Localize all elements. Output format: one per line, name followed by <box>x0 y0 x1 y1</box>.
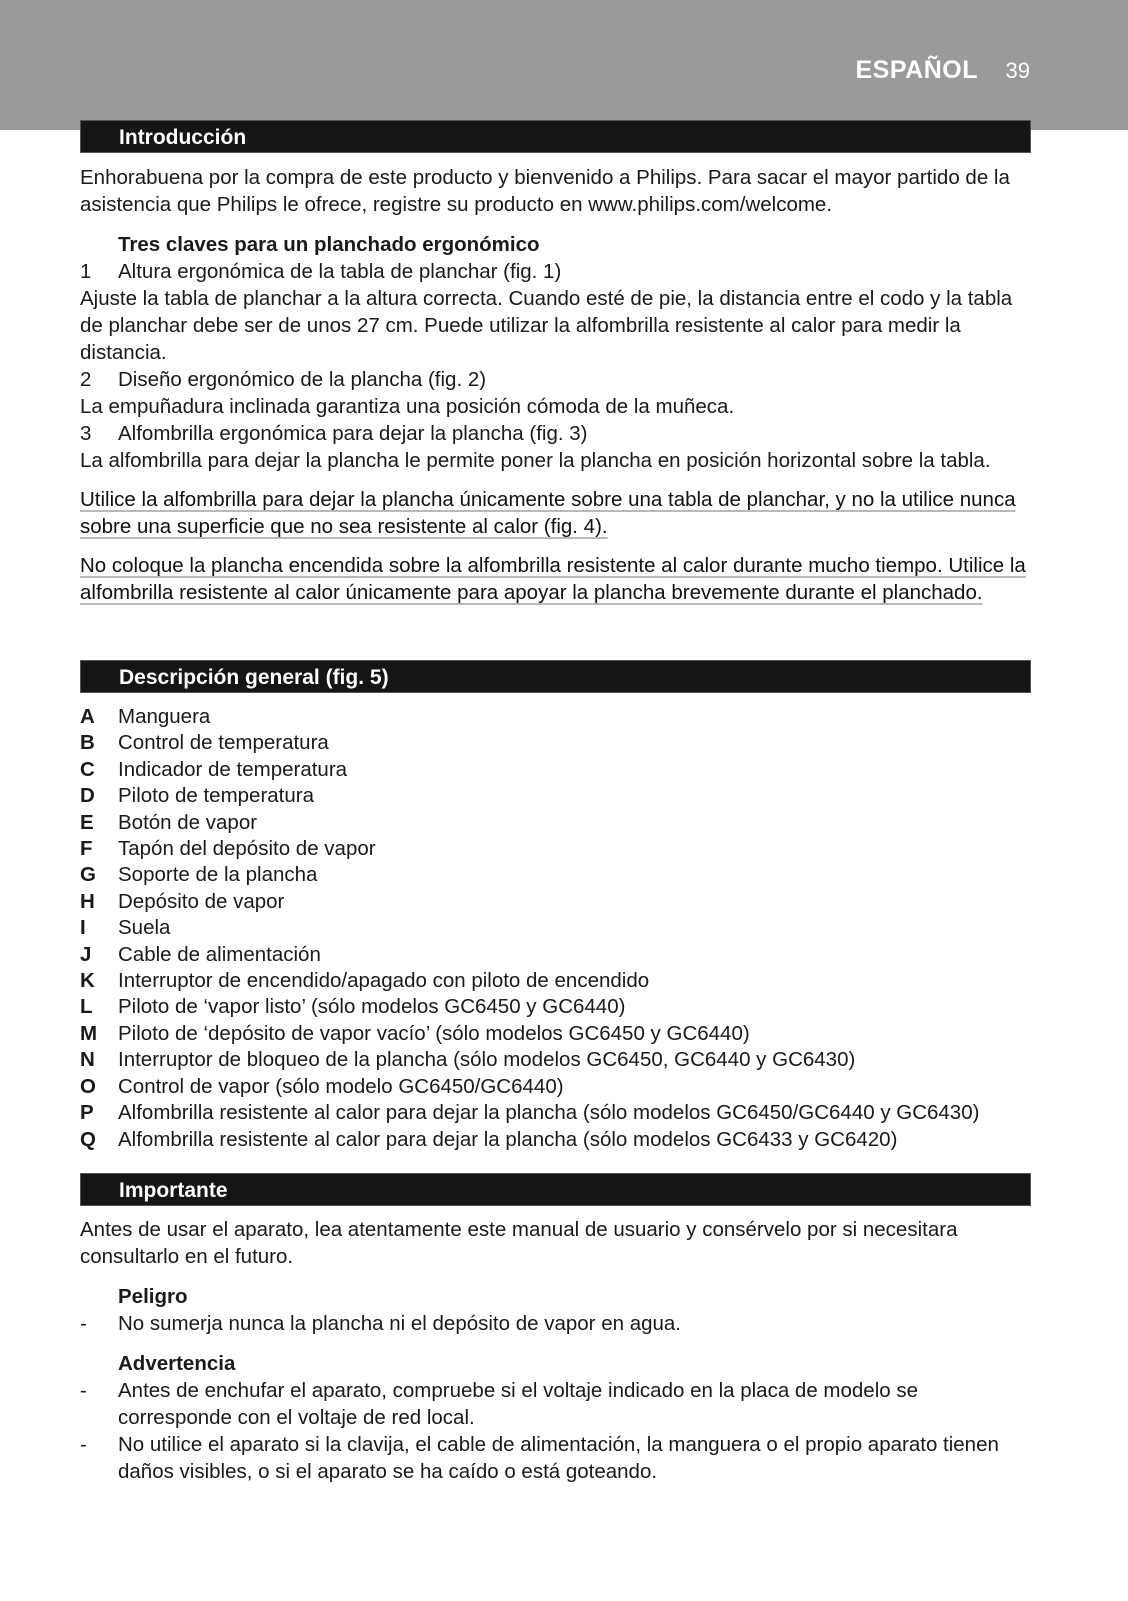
section-heading-descripcion-general: Descripción general (fig. 5) <box>80 660 1031 693</box>
intro-paragraph: Enhorabuena por la compra de este producto y bienvenido a Philips. Para sacar el mayor partido de la asistencia que Philips le ofrece, registre su producto en www.philips.com/welcome. <box>80 166 1010 216</box>
list-item: C Indicador de temperatura <box>80 757 348 781</box>
list-item: F Tapón del depósito de vapor <box>80 837 376 861</box>
list-item: P Alfombrilla resistente al calor para dejar la plancha (sólo modelos GC6450/GC6440 y GC6430) <box>80 1101 980 1125</box>
list-item: O Control de vapor (sólo modelo GC6450/GC6440) <box>80 1074 564 1098</box>
list-item: E Botón de vapor <box>80 810 258 834</box>
list-item: K Interruptor de encendido/apagado con piloto de encendido <box>80 969 650 993</box>
ergonomic-item-text: La alfombrilla para dejar la plancha le permite poner la plancha en posición horizontal sobre la tabla. <box>80 449 991 472</box>
ergonomic-item-title: 3 Alfombrilla ergonómica para dejar la plancha (fig. 3) <box>80 422 588 445</box>
warning-note-surface: Utilice la alfombrilla para dejar la plancha únicamente sobre una tabla de planchar, y no la utilice nunca sobre una superficie que no sea resistente al calor (fig. 4). <box>80 488 1016 538</box>
warning-heading: Advertencia <box>118 1352 236 1375</box>
section-heading-importante: Importante <box>80 1173 1031 1206</box>
ergonomic-subheading: Tres claves para un planchado ergonómico <box>118 233 540 256</box>
list-item: J Cable de alimentación <box>80 942 321 966</box>
danger-heading: Peligro <box>118 1285 188 1308</box>
page-number: 39 <box>1005 58 1030 83</box>
warning-item: - Antes de enchufar el aparato, compruebe si el voltaje indicado en la placa de modelo se corresponde con el voltaje de red local. <box>80 1379 919 1429</box>
list-item: D Piloto de temperatura <box>80 784 315 808</box>
list-item: G Soporte de la plancha <box>80 863 318 887</box>
warning-note-duration: No coloque la plancha encendida sobre la alfombrilla resistente al calor durante mucho tiempo. Utilice la alfombrilla resistente al calor únicamente para apoyar la plancha brevemente durante el planchado. <box>80 554 1026 604</box>
ergonomic-item-text: Ajuste la tabla de planchar a la altura correcta. Cuando esté de pie, la distancia entre el codo y la tabla de planchar debe ser de unos 27 cm. Puede utilizar la alfombrilla resistente al calor para medir la distancia. <box>80 287 1013 364</box>
list-item: I Suela <box>80 916 171 940</box>
important-paragraph: Antes de usar el aparato, lea atentamente este manual de usuario y consérvelo por si necesitara consultarlo en el futuro. <box>80 1218 958 1268</box>
list-item: A Manguera <box>80 705 211 728</box>
danger-item: - No sumerja nunca la plancha ni el depósito de vapor en agua. <box>80 1312 681 1335</box>
intro-section <box>80 164 1032 606</box>
parts-list <box>80 704 1040 1153</box>
ergonomic-item-title: 1 Altura ergonómica de la tabla de planchar (fig. 1) <box>80 260 562 283</box>
ergonomic-item-text: La empuñadura inclinada garantiza una posición cómoda de la muñeca. <box>80 395 735 418</box>
language-label: ESPAÑOL <box>855 56 978 84</box>
list-item: L Piloto de ‘vapor listo’ (sólo modelos GC6450 y GC6440) <box>80 995 626 1019</box>
list-item: B Control de temperatura <box>80 731 329 755</box>
ergonomic-item-title: 2 Diseño ergonómico de la plancha (fig. 2) <box>80 368 487 391</box>
list-item: N Interruptor de bloqueo de la plancha (sólo modelos GC6450, GC6440 y GC6430) <box>80 1048 856 1072</box>
section-heading-introduccion: Introducción <box>80 120 1031 153</box>
list-item: H Depósito de vapor <box>80 889 285 913</box>
list-item: Q Alfombrilla resistente al calor para dejar la plancha (sólo modelos GC6433 y GC6420) <box>80 1127 898 1151</box>
warning-item: - No utilice el aparato si la clavija, el cable de alimentación, la manguera o el propio aparato tienen daños visibles, o si el aparato se ha caído o está goteando. <box>80 1433 999 1483</box>
important-section <box>80 1216 1032 1485</box>
list-item: M Piloto de ‘depósito de vapor vacío’ (sólo modelos GC6450 y GC6440) <box>80 1021 750 1045</box>
